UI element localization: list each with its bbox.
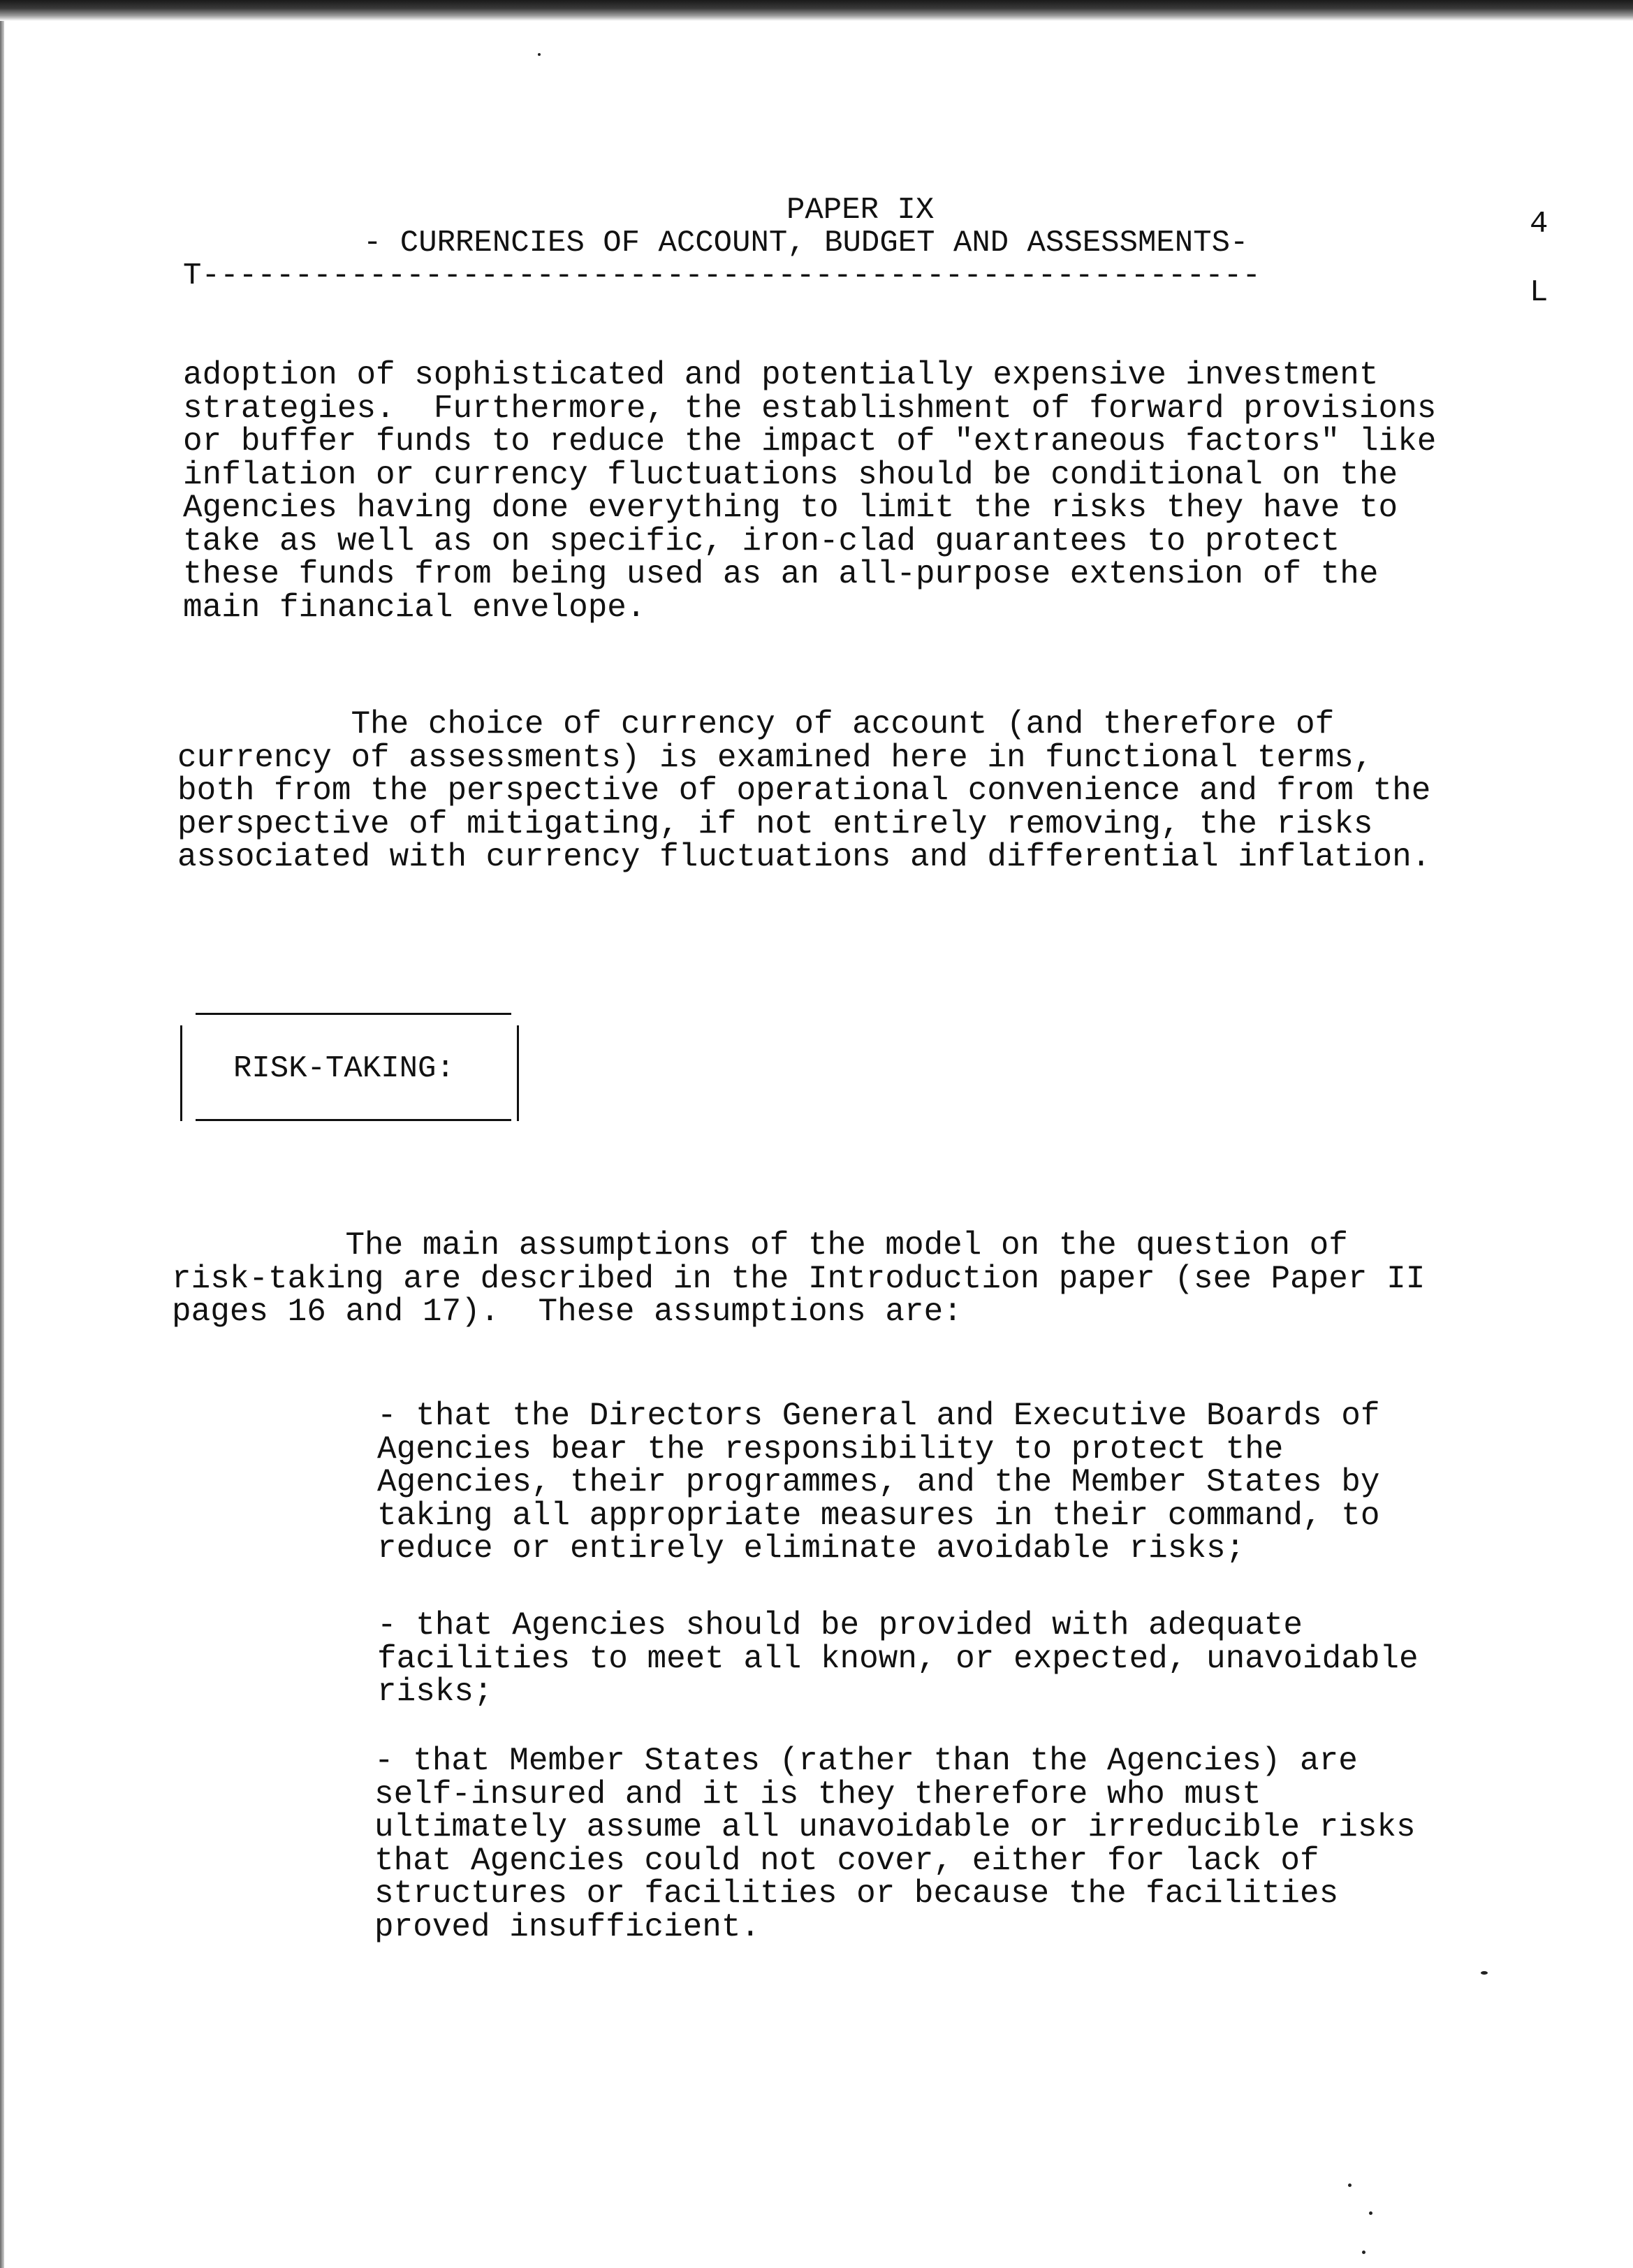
scan-edge-top: [0, 0, 1633, 21]
scan-edge-left: [0, 21, 4, 2268]
box-left-rule: [180, 1025, 182, 1121]
box-right-rule: [517, 1025, 519, 1121]
section-heading-box: [180, 1013, 515, 1125]
scan-speck: [1348, 2183, 1352, 2187]
paragraph-investment: adoption of sophisticated and potentially expensive investment strategies. Furthermore, the establishment of forward provisions or buffer funds to reduce the impact of "extraneous factors" like inflation or currency fluctuations should be conditional on the Agencies having done everything to limit the risks they have to take as well as on specific, iron-clad guarantees to protect these funds from being used as an all-purpose extension of the main financial envelope.: [183, 357, 1437, 626]
page-title: PAPER IX: [786, 193, 935, 228]
paragraph-assumptions-intro: The main assumptions of the model on the question of risk-taking are described in the Introduction paper (see Paper II pages 16 and 17). These assumptions are:: [172, 1227, 1426, 1330]
box-bottom-rule: [196, 1119, 511, 1121]
header-corner-mark: L: [1530, 275, 1548, 310]
header-rule: T---------------------------------------------------------: [183, 258, 1261, 293]
section-heading: RISK-TAKING:: [233, 1051, 455, 1086]
scan-speck: [1369, 2211, 1372, 2215]
paragraph-currency-choice: The choice of currency of account (and therefore of currency of assessments) is examined here in functional terms, both from the perspective of operational convenience and from the perspective of mitigating, if not entirely removing, the risks associated with currency fluctuations and differential inflation.: [177, 706, 1431, 875]
scan-speck: [1362, 2251, 1365, 2254]
scan-speck: [1481, 1971, 1488, 1975]
box-top-rule: [196, 1013, 511, 1015]
assumption-item: - that Agencies should be provided with adequate facilities to meet all known, or expected, unavoidable risks;: [377, 1607, 1419, 1710]
assumption-item: - that Member States (rather than the Agencies) are self-insured and it is they therefore who must ultimately assume all unavoidable or irreducible risks that Agencies could not cover, either for lack of structures or facilities or because the facilities proved insufficient.: [374, 1743, 1416, 1945]
page-number: 4: [1530, 207, 1548, 242]
assumption-item: - that the Directors General and Executive Boards of Agencies bear the responsibility to protect the Agencies, their programmes, and the Member States by taking all appropriate measures in their command, to reduce or entirely eliminate avoidable risks;: [377, 1398, 1380, 1567]
page-subtitle: - CURRENCIES OF ACCOUNT, BUDGET AND ASSESSMENTS-: [363, 226, 1249, 261]
scan-speck: [538, 53, 541, 56]
